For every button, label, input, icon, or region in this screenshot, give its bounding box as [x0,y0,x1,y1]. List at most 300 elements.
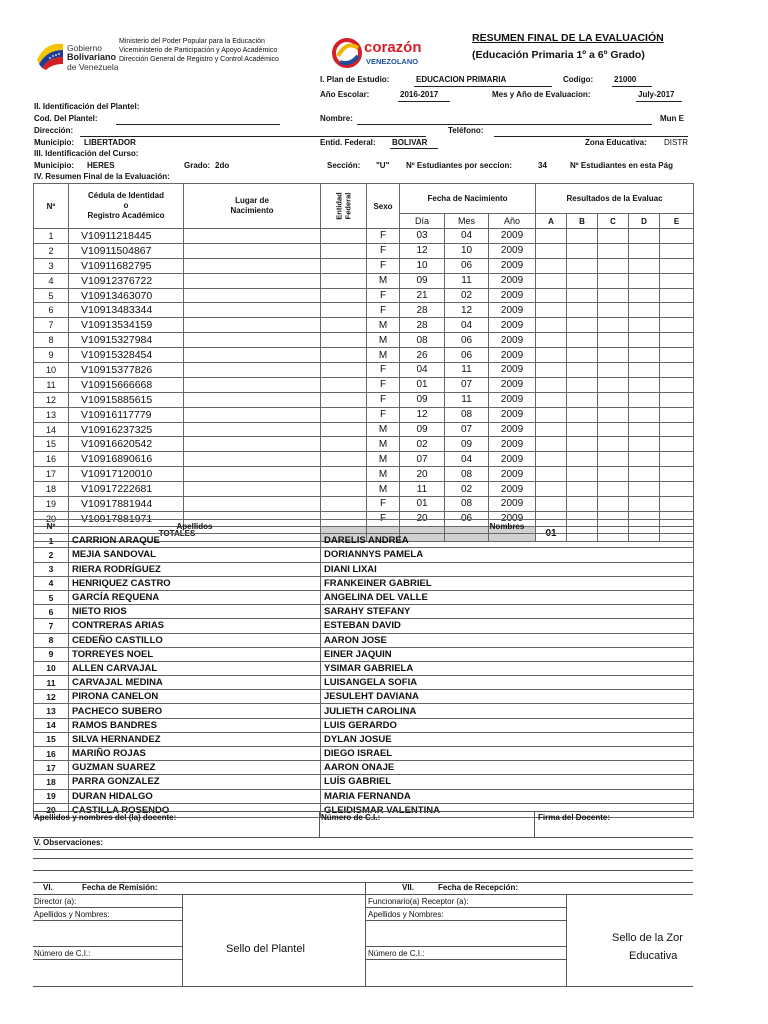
student-row [34,318,694,333]
student-num: 5 [34,288,69,303]
student-row [34,333,694,348]
student-cedula: V10915666668 [69,377,184,392]
student-mes: 07 [445,422,489,437]
name-num: 5 [34,590,69,604]
student-sexo: F [367,229,400,244]
student-grade-a [536,452,567,467]
student-num: 19 [34,497,69,512]
curso-municipio-label: Municipio: [34,161,74,170]
student-entidad [321,452,367,467]
header-grade-b: B [567,214,598,229]
name-nombres: MARIA FERNANDA [321,789,694,803]
student-num: 17 [34,467,69,482]
anio-escolar-label: Año Escolar: [320,90,370,99]
student-mes: 09 [445,437,489,452]
student-num: 20 [34,511,69,526]
name-row [34,676,694,690]
student-num: 3 [34,258,69,273]
ministry-text-1: Ministerio del Poder Popular para la Educación [119,38,265,45]
student-grade-e [660,377,694,392]
student-grade-c [598,482,629,497]
student-grade-c [598,392,629,407]
municipio-label: Municipio: [34,138,74,147]
student-grade-c [598,229,629,244]
name-num: 16 [34,747,69,761]
student-grade-e [660,392,694,407]
student-grade-b [567,243,598,258]
name-apellidos: SILVA HERNANDEZ [69,732,321,746]
student-lugar [184,482,321,497]
name-row [34,534,694,548]
student-dia: 09 [400,392,445,407]
student-mes: 10 [445,243,489,258]
student-grade-c [598,497,629,512]
student-grade-b [567,333,598,348]
header-dia: Día [400,214,445,229]
name-num: 14 [34,718,69,732]
student-anio: 2009 [489,348,536,363]
student-mes: 07 [445,377,489,392]
header-entidad-line2: Federal [343,192,353,220]
student-row [34,288,694,303]
recepcion-ci-label: Número de C.I.: [368,949,425,958]
student-sexo: F [367,511,400,526]
student-grade-a [536,363,567,378]
heart-swirl-icon [330,36,364,70]
student-mes: 11 [445,363,489,378]
name-num: 2 [34,548,69,562]
student-lugar [184,273,321,288]
header-lugar [184,184,321,229]
director-label: Director (a): [34,897,77,906]
student-cedula: V10916620542 [69,437,184,452]
student-mes: 08 [445,467,489,482]
student-cedula: V10916890616 [69,452,184,467]
student-anio: 2009 [489,288,536,303]
student-grade-d [629,363,660,378]
name-row [34,548,694,562]
student-cedula: V10915327984 [69,333,184,348]
header-grade-a: A [536,214,567,229]
student-grade-a [536,288,567,303]
name-num: 17 [34,761,69,775]
names-header-nombres: Nombres [321,520,694,534]
student-grade-d [629,333,660,348]
student-row [34,229,694,244]
observaciones-label: V. Observaciones: [34,838,104,847]
student-entidad [321,437,367,452]
student-anio: 2009 [489,452,536,467]
student-grade-b [567,467,598,482]
student-dia: 12 [400,243,445,258]
student-dia: 10 [400,258,445,273]
student-row [34,273,694,288]
student-grade-b [567,497,598,512]
entid-federal-label: Entid. Federal: [320,138,376,147]
student-lugar [184,467,321,482]
student-lugar [184,333,321,348]
name-apellidos: CARVAJAL MEDINA [69,676,321,690]
student-cedula: V10917881971 [69,511,184,526]
mes-evaluacion-label: Mes y Año de Evaluacion: [492,90,591,99]
student-row [34,303,694,318]
logo-text-bolivariano: Bolivariano [67,52,117,62]
nombre-plantel-label: Nombre: [320,114,353,123]
curso-municipio-value: HERES [87,161,115,170]
student-entidad [321,407,367,422]
name-nombres: LUISANGELA SOFIA [321,676,694,690]
docente-firma-label: Firma del Docente: [538,813,611,822]
cod-plantel-label: Cod. Del Plantel: [34,114,98,123]
corazon-venezolano-logo [330,34,425,74]
student-cedula: V10911218445 [69,229,184,244]
student-cedula: V10912376722 [69,273,184,288]
document-subtitle: (Educación Primaria 1º a 6º Grado) [472,49,645,61]
student-lugar [184,348,321,363]
name-num: 8 [34,633,69,647]
student-num: 11 [34,377,69,392]
student-grade-d [629,467,660,482]
name-nombres: AARON ONAJE [321,761,694,775]
name-row [34,647,694,661]
header-sexo: Sexo [367,184,400,229]
student-sexo: F [367,303,400,318]
codigo-label: Codígo: [563,75,594,84]
sello-zona-label-2: Educativa [629,950,678,962]
student-num: 16 [34,452,69,467]
student-row [34,482,694,497]
student-lugar [184,258,321,273]
student-cedula: V10913534159 [69,318,184,333]
student-sexo: F [367,363,400,378]
name-nombres: LUÍS GABRIEL [321,775,694,789]
student-grade-a [536,407,567,422]
grado-value: 2do [215,161,230,170]
student-grade-c [598,407,629,422]
student-grade-a [536,377,567,392]
student-anio: 2009 [489,333,536,348]
student-lugar [184,407,321,422]
name-row [34,590,694,604]
student-grade-e [660,229,694,244]
student-grade-d [629,318,660,333]
student-grade-c [598,377,629,392]
ministry-text-2: Viceministerio de Participación y Apoyo Académico [119,47,278,54]
student-num: 9 [34,348,69,363]
student-row [34,422,694,437]
student-anio: 2009 [489,497,536,512]
student-cedula: V10917881944 [69,497,184,512]
student-sexo: F [367,288,400,303]
header-num: Nº [34,184,69,229]
student-cedula: V10916117779 [69,407,184,422]
corazon-text: corazón [364,39,422,56]
student-cedula: V10911504867 [69,243,184,258]
student-grade-a [536,467,567,482]
name-row [34,704,694,718]
student-entidad [321,273,367,288]
municipio-value: LIBERTADOR [84,138,136,147]
student-row [34,377,694,392]
student-anio: 2009 [489,303,536,318]
name-row [34,747,694,761]
student-sexo: M [367,452,400,467]
name-num: 3 [34,562,69,576]
student-dia: 28 [400,318,445,333]
student-grade-e [660,303,694,318]
recepcion-fecha-label: Fecha de Recepción: [438,883,519,892]
docente-ci-label: Número de C.I.: [321,813,381,822]
student-grade-a [536,497,567,512]
student-entidad [321,243,367,258]
student-mes: 02 [445,288,489,303]
student-anio: 2009 [489,229,536,244]
grado-label: Grado: [184,161,211,170]
name-apellidos: PIRONA CANELON [69,690,321,704]
student-anio: 2009 [489,258,536,273]
student-lugar [184,437,321,452]
student-dia: 21 [400,288,445,303]
student-grade-e [660,363,694,378]
student-entidad [321,333,367,348]
student-row [34,407,694,422]
seccion-value: "U" [376,161,390,170]
student-grade-c [598,467,629,482]
student-dia: 09 [400,422,445,437]
name-nombres: DIANI LIXAI [321,562,694,576]
student-grade-e [660,318,694,333]
student-entidad [321,258,367,273]
name-num: 19 [34,789,69,803]
student-num: 7 [34,318,69,333]
name-nombres: YSIMAR GABRIELA [321,661,694,675]
student-entidad [321,229,367,244]
header-grade-e: E [660,214,694,229]
name-nombres: DIEGO ISRAEL [321,747,694,761]
name-nombres: AARON JOSE [321,633,694,647]
name-nombres: FRANKEINER GABRIEL [321,576,694,590]
student-grade-b [567,288,598,303]
entid-federal-value: BOLIVAR [392,138,428,147]
student-grade-b [567,407,598,422]
codigo-value: 21000 [614,75,637,84]
student-grade-d [629,482,660,497]
student-grade-e [660,333,694,348]
header-lugar-line2: Nacimiento [230,206,274,215]
logo-text-venezuela: de Venezuela [67,62,119,72]
name-row [34,661,694,675]
estudiantes-seccion-label: Nº Estudiantes por seccion: [406,161,513,170]
name-row [34,761,694,775]
student-num: 4 [34,273,69,288]
student-entidad [321,288,367,303]
student-grade-d [629,452,660,467]
student-grade-c [598,288,629,303]
student-num: 15 [34,437,69,452]
name-apellidos: GUZMAN SUAREZ [69,761,321,775]
student-lugar [184,392,321,407]
student-num: 13 [34,407,69,422]
student-entidad [321,497,367,512]
logo-text-gobierno: Gobierno [67,43,102,53]
name-apellidos: GARCÍA REQUENA [69,590,321,604]
student-anio: 2009 [489,407,536,422]
student-row [34,467,694,482]
student-sexo: M [367,348,400,363]
student-anio: 2009 [489,363,536,378]
student-num: 1 [34,229,69,244]
student-mes: 11 [445,273,489,288]
student-mes: 02 [445,482,489,497]
student-cedula: V10915885615 [69,392,184,407]
student-cedula: V10915328454 [69,348,184,363]
name-apellidos: CONTRERAS ARIAS [69,619,321,633]
student-dia: 01 [400,497,445,512]
student-grade-e [660,273,694,288]
student-lugar [184,497,321,512]
student-grade-d [629,392,660,407]
direccion-label: Dirección: [34,126,74,135]
name-nombres: DORIANNYS PAMELA [321,548,694,562]
student-dia: 01 [400,377,445,392]
student-grade-e [660,482,694,497]
student-grade-a [536,392,567,407]
remision-apellidos-label: Apellidos y Nombres: [34,910,110,919]
student-sexo: F [367,377,400,392]
student-cedula: V10911682795 [69,258,184,273]
student-mes: 08 [445,407,489,422]
student-row [34,243,694,258]
student-grade-d [629,273,660,288]
name-nombres: SARAHY STEFANY [321,605,694,619]
student-anio: 2009 [489,273,536,288]
student-grade-d [629,348,660,363]
student-entidad [321,482,367,497]
recepcion-apellidos-label: Apellidos y Nombres: [368,910,444,919]
student-cedula: V10915377826 [69,363,184,378]
student-grade-b [567,273,598,288]
student-grade-c [598,363,629,378]
zona-educativa-value: DISTR [664,138,688,147]
student-grade-a [536,348,567,363]
student-grade-c [598,452,629,467]
name-apellidos: RIERA RODRÍGUEZ [69,562,321,576]
student-row [34,452,694,467]
student-grade-e [660,422,694,437]
name-num: 1 [34,534,69,548]
student-grade-b [567,229,598,244]
header-entidad-line1: Entidad [334,192,344,220]
docente-nombre-label: Apellidos y nombres del (la) docente: [34,813,177,822]
student-anio: 2009 [489,511,536,526]
name-num: 10 [34,661,69,675]
name-row [34,633,694,647]
student-anio: 2009 [489,392,536,407]
header-resultados: Resultados de la Evaluac [536,184,694,214]
name-num: 12 [34,690,69,704]
government-logo [35,38,117,74]
name-num: 20 [34,803,69,817]
student-grade-a [536,303,567,318]
funcionario-label: Funcionario(a) Receptor (a): [368,897,469,906]
name-nombres: DYLAN JOSUE [321,732,694,746]
names-header-apellidos: Apellidos [69,520,321,534]
names-header-num: Nº [34,520,69,534]
student-sexo: F [367,497,400,512]
student-mes: 08 [445,497,489,512]
name-num: 15 [34,732,69,746]
name-apellidos: CEDEÑO CASTILLO [69,633,321,647]
name-row [34,718,694,732]
student-entidad [321,303,367,318]
name-num: 13 [34,704,69,718]
venezuela-flag-icon [35,40,65,70]
student-grade-d [629,377,660,392]
student-grade-d [629,422,660,437]
name-row [34,789,694,803]
student-grade-c [598,348,629,363]
plan-value: EDUCACION PRIMARIA [416,75,507,84]
student-row [34,348,694,363]
student-sexo: M [367,482,400,497]
student-dia: 26 [400,348,445,363]
student-entidad [321,422,367,437]
student-num: 2 [34,243,69,258]
student-grade-b [567,482,598,497]
estudiantes-pagina-label: Nº Estudiantes en esta Pág [570,161,673,170]
student-dia: 02 [400,437,445,452]
student-lugar [184,452,321,467]
student-row [34,497,694,512]
student-dia: 03 [400,229,445,244]
student-grade-e [660,288,694,303]
student-sexo: M [367,467,400,482]
student-grade-d [629,407,660,422]
name-apellidos: TORREYES NOEL [69,647,321,661]
student-row [34,392,694,407]
anio-escolar-value: 2016-2017 [400,90,439,99]
student-grade-b [567,452,598,467]
student-lugar [184,243,321,258]
student-lugar [184,288,321,303]
student-grade-d [629,243,660,258]
student-num: 18 [34,482,69,497]
student-mes: 06 [445,258,489,273]
student-lugar [184,377,321,392]
seccion-label: Sección: [327,161,361,170]
name-apellidos: NIETO RIOS [69,605,321,619]
student-grade-b [567,303,598,318]
student-lugar [184,229,321,244]
student-mes: 04 [445,452,489,467]
name-nombres: GLEIDISMAR VALENTINA [321,803,694,817]
student-grade-a [536,258,567,273]
resumen-section-label: IV. Resumen Final de la Evaluación: [34,172,170,181]
students-table [33,183,694,542]
student-grade-c [598,258,629,273]
student-dia: 04 [400,363,445,378]
student-grade-b [567,318,598,333]
student-dia: 11 [400,482,445,497]
student-cedula: V10916237325 [69,422,184,437]
student-dia: 12 [400,407,445,422]
student-lugar [184,303,321,318]
totales-label: TOTALES [34,526,321,541]
student-anio: 2009 [489,482,536,497]
student-grade-c [598,303,629,318]
student-grade-b [567,348,598,363]
name-row [34,732,694,746]
